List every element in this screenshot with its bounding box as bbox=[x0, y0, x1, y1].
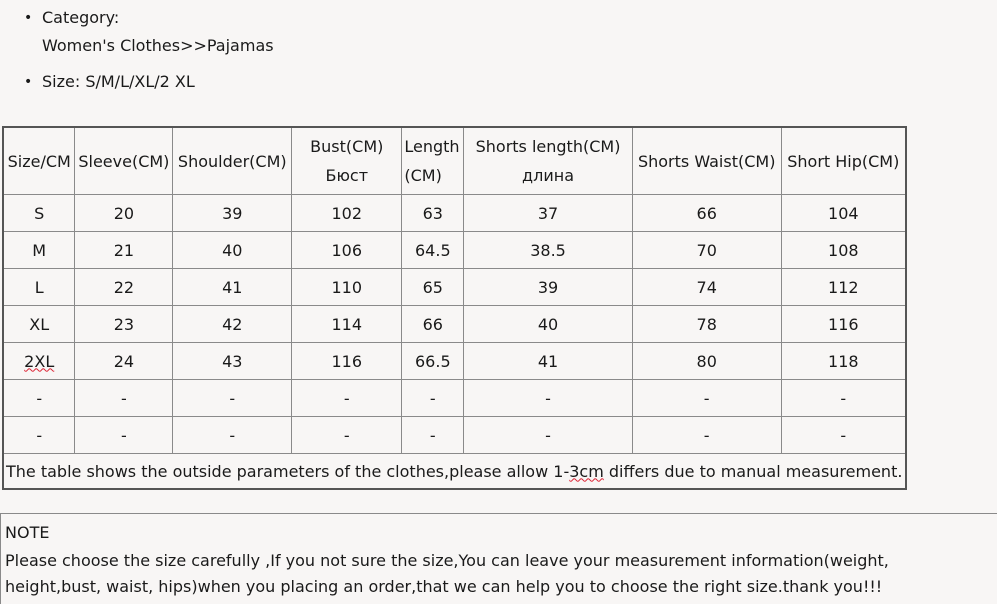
table-cell: 102 bbox=[292, 195, 402, 232]
header-length-line1: Length bbox=[404, 137, 460, 156]
table-cell: 24 bbox=[75, 343, 173, 380]
table-cell: 114 bbox=[292, 306, 402, 343]
list-item-size bbox=[24, 68, 274, 96]
table-cell: 41 bbox=[464, 343, 633, 380]
table-cell: 38.5 bbox=[464, 232, 633, 269]
bullet-icon: • bbox=[24, 74, 33, 90]
table-footer-row bbox=[3, 454, 906, 490]
table-cell: 39 bbox=[173, 195, 292, 232]
table-cell: - bbox=[292, 417, 402, 454]
size-2xl-text: 2XL bbox=[24, 351, 55, 371]
header-shorts-waist: Shorts Waist(CM) bbox=[632, 127, 781, 195]
footer-text-spell: 3cm bbox=[569, 461, 604, 481]
table-row bbox=[3, 343, 906, 380]
header-sleeve: Sleeve(CM) bbox=[75, 127, 173, 195]
table-cell: XL bbox=[3, 306, 75, 343]
list-item-category bbox=[24, 4, 274, 32]
table-cell: 116 bbox=[781, 306, 906, 343]
table-cell: 37 bbox=[464, 195, 633, 232]
table-cell: 66 bbox=[632, 195, 781, 232]
table-cell: 65 bbox=[402, 269, 464, 306]
table-cell: - bbox=[75, 380, 173, 417]
product-info-list bbox=[24, 4, 274, 96]
note-title: NOTE bbox=[5, 523, 50, 542]
table-cell: - bbox=[402, 417, 464, 454]
table-cell: 106 bbox=[292, 232, 402, 269]
size-line: Size: S/M/L/XL/2 XL bbox=[42, 72, 195, 91]
table-cell: 42 bbox=[173, 306, 292, 343]
bullet-icon: • bbox=[24, 10, 33, 26]
table-cell bbox=[3, 343, 75, 380]
table-cell: 80 bbox=[632, 343, 781, 380]
header-length-line2: (CM) bbox=[404, 166, 442, 185]
table-row bbox=[3, 380, 906, 417]
table-cell: 118 bbox=[781, 343, 906, 380]
table-cell: 66.5 bbox=[402, 343, 464, 380]
table-cell: - bbox=[3, 380, 75, 417]
table-cell: 116 bbox=[292, 343, 402, 380]
note-line-2: height,bust, waist, hips)when you placing an order,that we can help you to choose the right size.thank you!!! bbox=[5, 577, 883, 596]
table-cell: - bbox=[3, 417, 75, 454]
table-row bbox=[3, 195, 906, 232]
header-size: Size/CM bbox=[3, 127, 75, 195]
header-shorts-length-line1: Shorts length(CM) bbox=[475, 137, 621, 156]
table-cell: 78 bbox=[632, 306, 781, 343]
table-cell: - bbox=[632, 417, 781, 454]
table-cell: 110 bbox=[292, 269, 402, 306]
table-row bbox=[3, 269, 906, 306]
table-cell: 23 bbox=[75, 306, 173, 343]
table-cell: 108 bbox=[781, 232, 906, 269]
table-cell: 22 bbox=[75, 269, 173, 306]
table-cell: 70 bbox=[632, 232, 781, 269]
size-chart-table bbox=[2, 126, 907, 490]
category-value: Women's Clothes>>Pajamas bbox=[42, 36, 274, 55]
table-cell: S bbox=[3, 195, 75, 232]
note-box bbox=[0, 513, 997, 604]
table-cell: - bbox=[464, 380, 633, 417]
table-cell: - bbox=[781, 417, 906, 454]
table-cell: 74 bbox=[632, 269, 781, 306]
table-row bbox=[3, 232, 906, 269]
table-cell: 40 bbox=[173, 232, 292, 269]
header-shorts-length bbox=[464, 127, 633, 195]
table-cell: L bbox=[3, 269, 75, 306]
header-shorts-length-line2: длина bbox=[522, 166, 574, 185]
table-cell: - bbox=[464, 417, 633, 454]
table-footer-note bbox=[3, 454, 906, 490]
table-cell: 66 bbox=[402, 306, 464, 343]
footer-text-pre: The table shows the outside parameters of the clothes,please allow 1- bbox=[6, 461, 570, 481]
header-bust-line1: Bust(CM) bbox=[310, 137, 384, 156]
table-cell: 20 bbox=[75, 195, 173, 232]
table-header-row bbox=[3, 127, 906, 195]
table-cell: - bbox=[173, 417, 292, 454]
table-cell: 64.5 bbox=[402, 232, 464, 269]
table-cell: 104 bbox=[781, 195, 906, 232]
table-cell: 43 bbox=[173, 343, 292, 380]
table-cell: - bbox=[292, 380, 402, 417]
table-cell: 112 bbox=[781, 269, 906, 306]
table-cell: - bbox=[632, 380, 781, 417]
header-bust-line2: Бюст bbox=[325, 166, 369, 185]
table-cell: - bbox=[781, 380, 906, 417]
table-row bbox=[3, 417, 906, 454]
table-cell: 40 bbox=[464, 306, 633, 343]
header-short-hip: Short Hip(CM) bbox=[781, 127, 906, 195]
note-line-1: Please choose the size carefully ,If you not sure the size,You can leave your measurement information(weight, bbox=[5, 551, 889, 570]
footer-text-post: differs due to manual measurement. bbox=[603, 461, 903, 481]
table-cell: - bbox=[402, 380, 464, 417]
table-cell: M bbox=[3, 232, 75, 269]
table-cell: 41 bbox=[173, 269, 292, 306]
header-shoulder: Shoulder(CM) bbox=[173, 127, 292, 195]
table-cell: - bbox=[75, 417, 173, 454]
header-length bbox=[402, 127, 464, 195]
table-row bbox=[3, 306, 906, 343]
table-cell: 63 bbox=[402, 195, 464, 232]
table-cell: - bbox=[173, 380, 292, 417]
table-cell: 39 bbox=[464, 269, 633, 306]
category-label: Category: bbox=[42, 8, 120, 27]
header-bust bbox=[292, 127, 402, 195]
table-cell: 21 bbox=[75, 232, 173, 269]
